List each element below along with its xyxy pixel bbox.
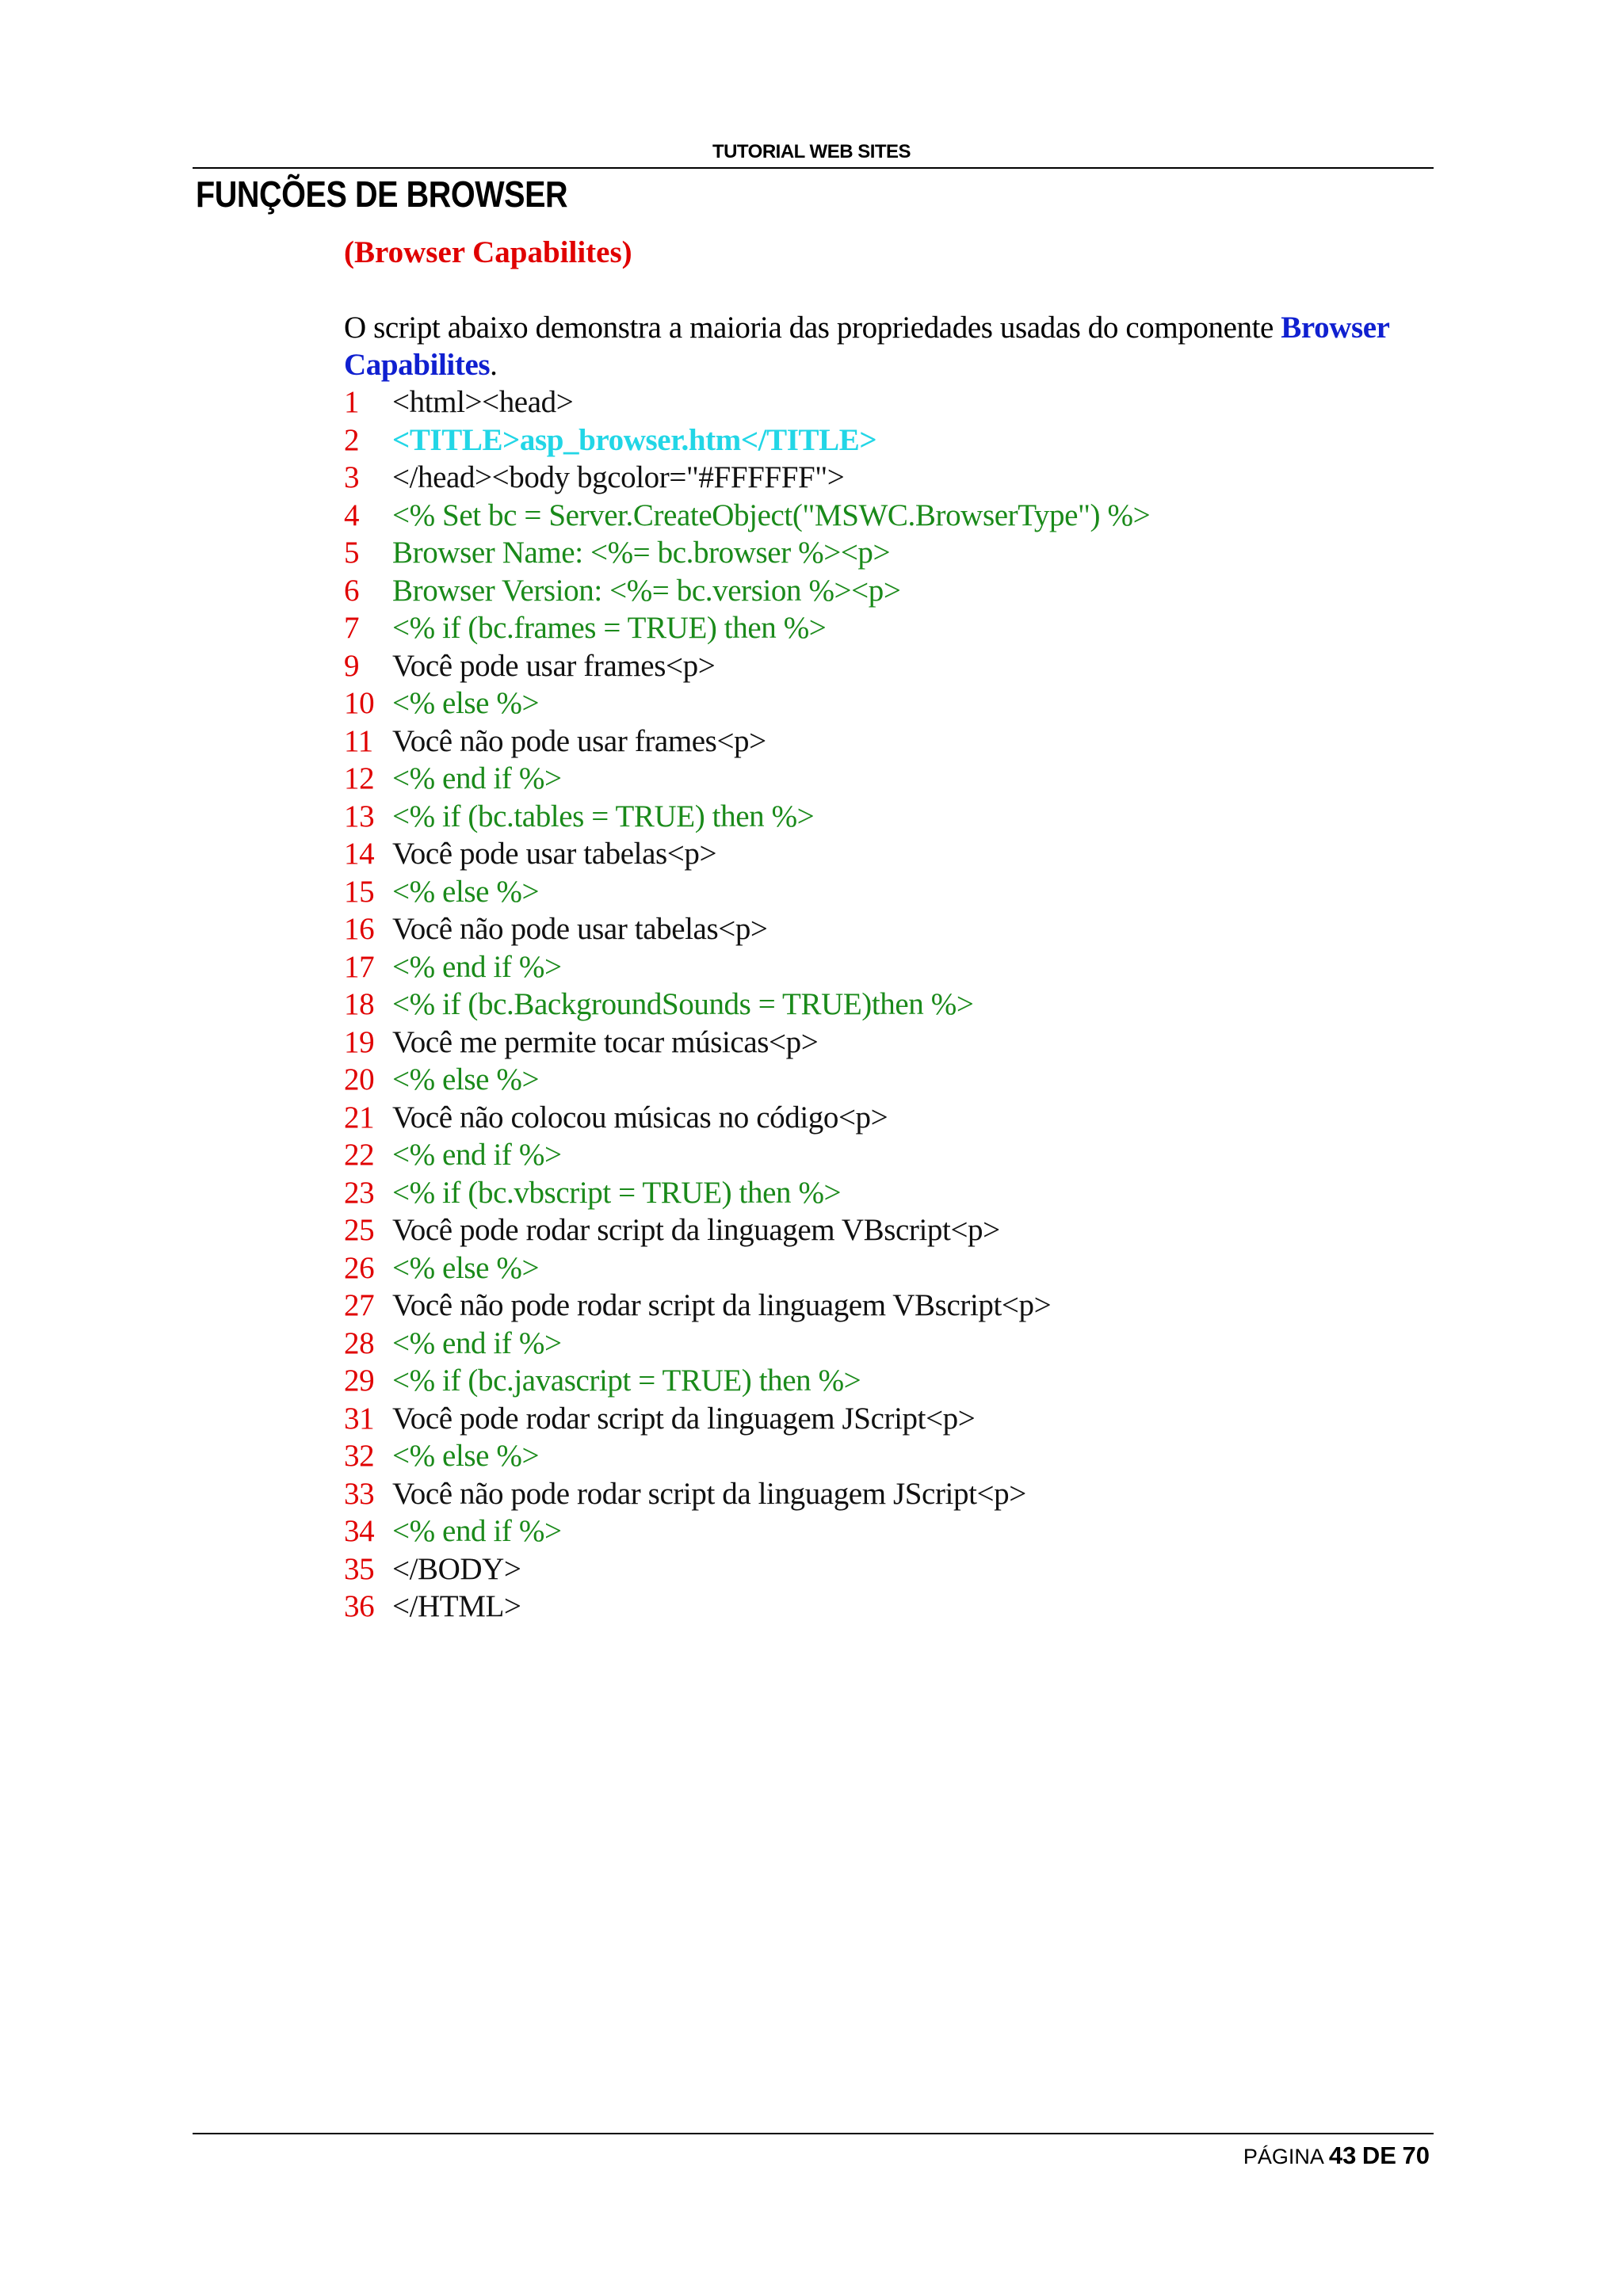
code-line-number: 27 xyxy=(344,1288,375,1322)
code-line xyxy=(344,459,1150,497)
code-line-text: <% end if %> xyxy=(392,1325,562,1360)
code-line-number: 13 xyxy=(344,799,375,833)
running-header: TUTORIAL WEB SITES xyxy=(712,141,911,162)
code-line-number: 3 xyxy=(344,460,360,494)
code-line-text: <TITLE>asp_browser.htm</TITLE> xyxy=(392,422,877,457)
code-line-text: Você pode usar frames<p> xyxy=(392,648,716,683)
code-line-text: <% end if %> xyxy=(392,1138,562,1172)
code-line xyxy=(344,1475,1150,1513)
code-line xyxy=(344,1400,1150,1438)
code-line-text: <% else %> xyxy=(392,686,540,720)
code-line-number: 14 xyxy=(344,837,375,871)
code-line-text: Browser Name: <%= bc.browser %><p> xyxy=(392,536,891,570)
code-line-number: 6 xyxy=(344,573,360,608)
code-line-text: </BODY> xyxy=(392,1551,521,1586)
code-line-number: 21 xyxy=(344,1100,375,1135)
code-line xyxy=(344,1024,1150,1062)
code-line xyxy=(344,1325,1150,1363)
code-line-text: <% if (bc.tables = TRUE) then %> xyxy=(392,799,815,833)
code-line xyxy=(344,910,1150,948)
code-line xyxy=(344,760,1150,798)
code-line-number: 15 xyxy=(344,874,375,909)
header-rule xyxy=(193,167,1434,169)
code-line-text: Você não pode usar tabelas<p> xyxy=(392,912,768,946)
code-line-text: <% else %> xyxy=(392,1250,540,1285)
code-line xyxy=(344,835,1150,873)
code-line-number: 34 xyxy=(344,1514,375,1548)
code-line-number: 35 xyxy=(344,1551,375,1586)
code-line-text: Você pode rodar script da linguagem JScript<p> xyxy=(392,1401,976,1436)
page-total: 70 xyxy=(1402,2142,1430,2169)
code-line-text: Você não pode usar frames<p> xyxy=(392,723,766,758)
code-line xyxy=(344,647,1150,685)
code-line-text: Browser Version: <%= bc.version %><p> xyxy=(392,573,901,608)
intro-text: O script abaixo demonstra a maioria das propriedades usadas do componente xyxy=(344,311,1281,345)
code-line-text: <% Set bc = Server.CreateObject("MSWC.BrowserType") %> xyxy=(392,498,1151,532)
footer-rule xyxy=(193,2133,1434,2134)
code-line-number: 10 xyxy=(344,686,375,720)
code-line-number: 36 xyxy=(344,1589,375,1623)
code-line-number: 33 xyxy=(344,1476,375,1511)
code-line-text: Você pode rodar script da linguagem VBscript<p> xyxy=(392,1213,1000,1247)
code-line-text: <% else %> xyxy=(392,874,540,909)
code-line xyxy=(344,1362,1150,1400)
code-line xyxy=(344,1550,1150,1589)
code-line-number: 16 xyxy=(344,912,375,946)
section-title: FUNÇÕES DE BROWSER xyxy=(196,174,568,215)
code-line-number: 9 xyxy=(344,648,360,683)
code-line-number: 22 xyxy=(344,1138,375,1172)
code-line-text: Você não pode rodar script da linguagem VBscript<p> xyxy=(392,1288,1052,1322)
code-line xyxy=(344,421,1150,460)
code-line-number: 28 xyxy=(344,1325,375,1360)
code-line-text: Você não pode rodar script da linguagem JScript<p> xyxy=(392,1476,1026,1511)
code-line xyxy=(344,1136,1150,1174)
code-line xyxy=(344,986,1150,1024)
code-line-number: 25 xyxy=(344,1213,375,1247)
code-line-number: 26 xyxy=(344,1250,375,1285)
code-line-text: </HTML> xyxy=(392,1589,521,1623)
code-line-text: Você me permite tocar músicas<p> xyxy=(392,1024,819,1059)
code-line xyxy=(344,723,1150,761)
code-line xyxy=(344,1437,1150,1475)
code-line xyxy=(344,609,1150,647)
code-line xyxy=(344,1211,1150,1249)
intro-paragraph xyxy=(344,309,1422,383)
code-line-number: 12 xyxy=(344,761,375,795)
code-line xyxy=(344,1061,1150,1099)
code-line xyxy=(344,948,1150,986)
code-line-number: 1 xyxy=(344,385,360,419)
page-separator: DE xyxy=(1361,2142,1396,2169)
code-line-number: 31 xyxy=(344,1401,375,1436)
code-line-text: <% end if %> xyxy=(392,761,562,795)
code-line xyxy=(344,572,1150,610)
code-line xyxy=(344,1287,1150,1325)
code-line-number: 23 xyxy=(344,1175,375,1210)
code-line xyxy=(344,534,1150,572)
code-line-number: 29 xyxy=(344,1363,375,1398)
code-line xyxy=(344,1588,1150,1626)
code-line-text: <% if (bc.vbscript = TRUE) then %> xyxy=(392,1175,842,1210)
code-line-text: <% end if %> xyxy=(392,1514,562,1548)
code-line-number: 32 xyxy=(344,1439,375,1473)
code-line xyxy=(344,497,1150,535)
code-line-text: <% else %> xyxy=(392,1439,540,1473)
code-line-number: 2 xyxy=(344,422,360,457)
code-line-text: <% if (bc.frames = TRUE) then %> xyxy=(392,611,827,645)
code-line-text: <html><head> xyxy=(392,385,574,419)
code-line xyxy=(344,1512,1150,1550)
page-footer xyxy=(1243,2142,1430,2170)
code-line xyxy=(344,383,1150,421)
code-line-text: Você pode usar tabelas<p> xyxy=(392,837,717,871)
code-line-number: 5 xyxy=(344,536,360,570)
code-line-text: <% else %> xyxy=(392,1062,540,1097)
section-subtitle: (Browser Capabilites) xyxy=(344,235,632,269)
code-line-number: 18 xyxy=(344,987,375,1021)
code-line xyxy=(344,798,1150,836)
code-line-number: 11 xyxy=(344,723,373,758)
code-line xyxy=(344,685,1150,723)
code-line-number: 7 xyxy=(344,611,360,645)
code-line-text: <% if (bc.javascript = TRUE) then %> xyxy=(392,1363,861,1398)
intro-period: . xyxy=(490,348,498,382)
page-current: 43 xyxy=(1328,2142,1357,2169)
code-line-number: 4 xyxy=(344,498,360,532)
code-line xyxy=(344,873,1150,911)
code-line-text: </head><body bgcolor="#FFFFFF"> xyxy=(392,460,845,494)
intro-highlight: Browser Capabilites xyxy=(344,311,1389,382)
page-label: PÁGINA xyxy=(1243,2145,1323,2168)
code-listing xyxy=(344,383,1150,1626)
code-line xyxy=(344,1174,1150,1212)
code-line xyxy=(344,1099,1150,1137)
code-line-text: <% end if %> xyxy=(392,949,562,984)
code-line-text: Você não colocou músicas no código<p> xyxy=(392,1100,888,1135)
code-line-number: 17 xyxy=(344,949,375,984)
code-line-number: 19 xyxy=(344,1024,375,1059)
code-line-text: <% if (bc.BackgroundSounds = TRUE)then %> xyxy=(392,987,974,1021)
code-line xyxy=(344,1249,1150,1287)
code-line-number: 20 xyxy=(344,1062,375,1097)
